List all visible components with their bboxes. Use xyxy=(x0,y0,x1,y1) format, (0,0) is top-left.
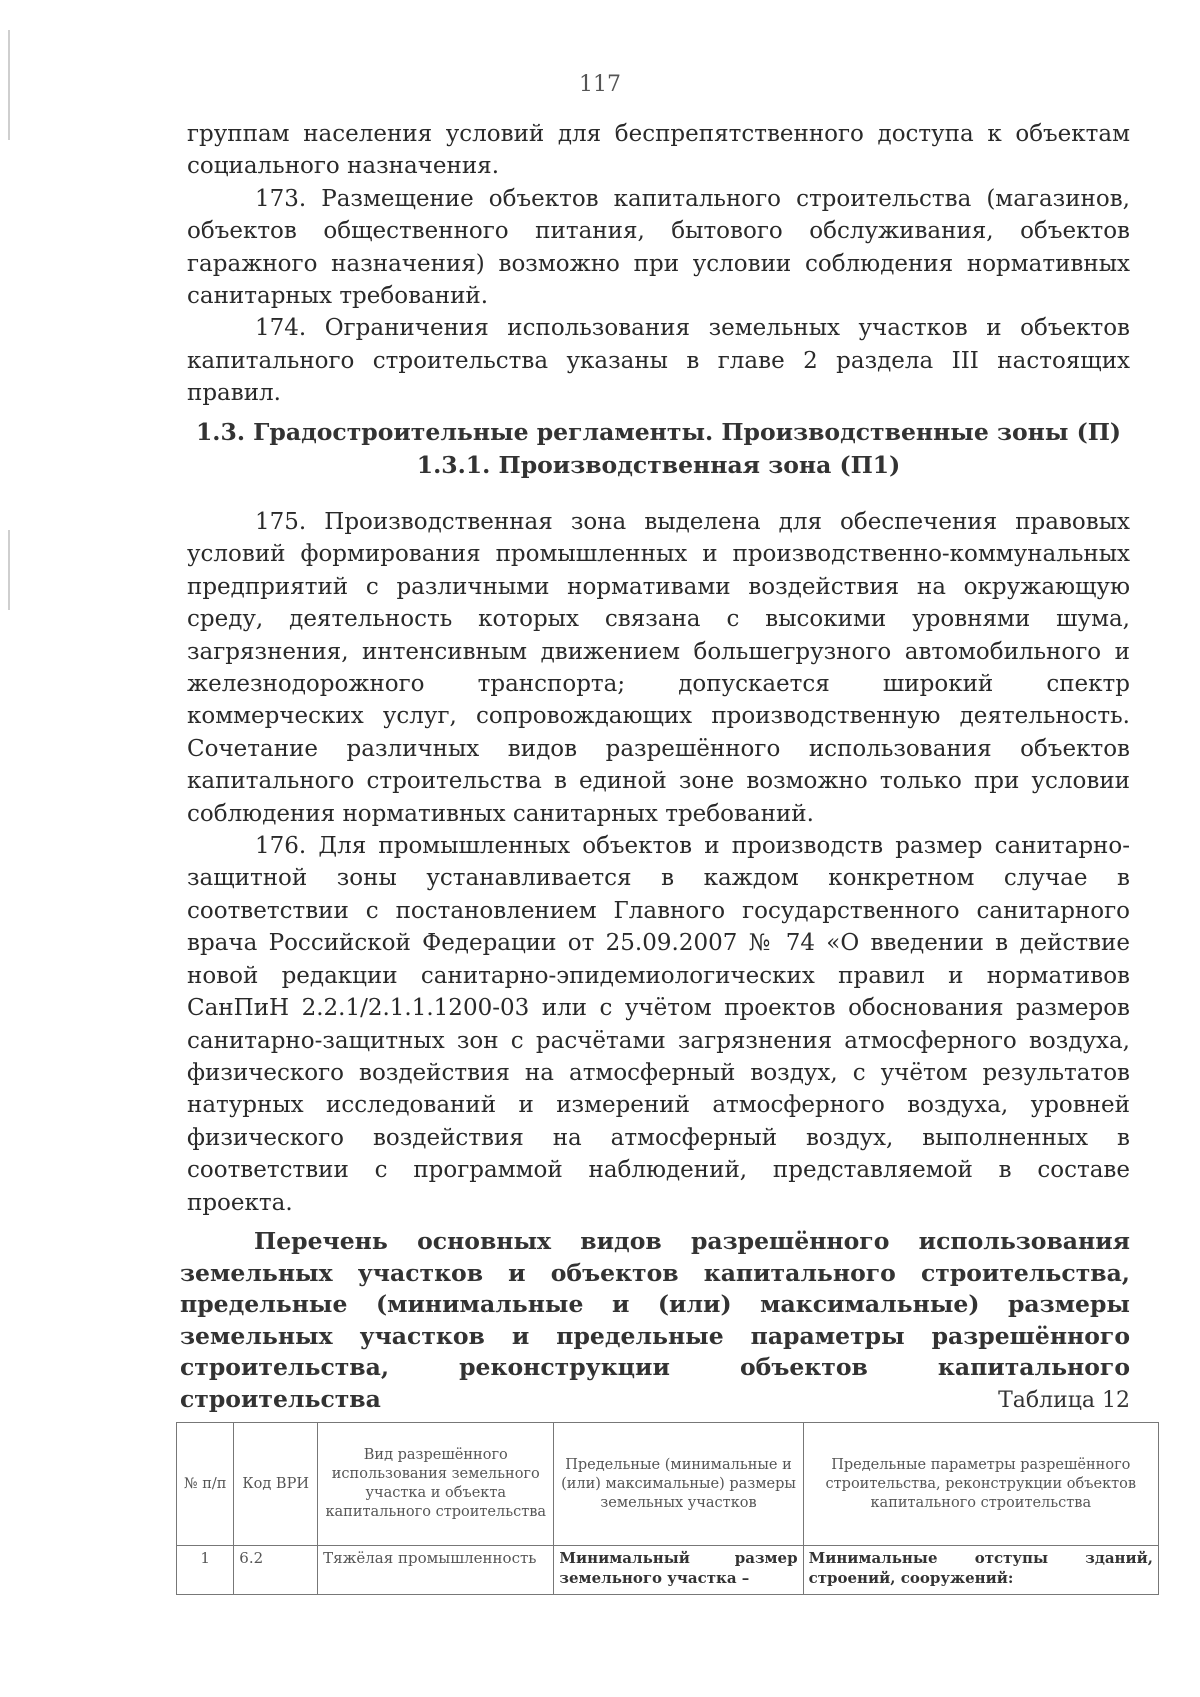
header-code: Код ВРИ xyxy=(234,1423,318,1546)
table-row xyxy=(177,1546,1159,1595)
paragraph-173: 173. Размещение объектов капитального строительства (магазинов, объектов общественного питания, бытового обслуживания, объектов гаражного назначения) возможно при условии соблюдения нормативных санитарных требований. xyxy=(187,185,1130,310)
cell-build-params: Минимальные отступы зданий, строений, сооружений: xyxy=(803,1546,1158,1595)
section-heading: 1.3. Градостроительные регламенты. Производственные зоны (П) xyxy=(195,418,1122,446)
cell-plot-size: Минимальный размер земельного участка – xyxy=(554,1546,803,1595)
paragraph: группам населения условий для беспрепятственного доступа к объектам социального назначения. xyxy=(187,121,1130,180)
paragraph-176: 176. Для промышленных объектов и производств размер санитарно-защитной зоны устанавливается в каждом конкретном случае в соответствии с постановлением Главного государственного санитарного врача Российской Федерации от 25.09.2007 № 74 «О введении в действие новой редакции санитарно-эпидемиологических правил и нормативов СанПиН 2.2.1/2.1.1.1200-03 или с учётом проектов обоснования размеров санитарно-защитных зон с расчётами загрязнения атмосферного воздуха, физического воздействия на атмосферный воздух, с учётом результатов натурных исследований и измерений атмосферного воздуха, уровней физического воздействия на атмосферный воздух, выполненных в соответствии с программой наблюдений, представляемой в составе проекта. xyxy=(187,833,1130,1216)
header-build-params: Предельные параметры разрешённого строительства, реконструкции объектов капитального строительства xyxy=(803,1423,1158,1546)
cell-number: 1 xyxy=(177,1546,234,1595)
subsection-heading: 1.3.1. Производственная зона (П1) xyxy=(416,451,901,479)
cell-code: 6.2 xyxy=(234,1546,318,1595)
paragraph-175: 175. Производственная зона выделена для обеспечения правовых условий формирования промышленных и производственно-коммунальных предприятий с различными нормативами воздействия на окружающую среду, деятельность которых связана с высокими уровнями шума, загрязнения, интенсивным движением большегрузного автомобильного и железнодорожного транспорта; допускается широкий спектр коммерческих услуг, сопровождающих производственную деятельность. Сочетание различных видов разрешённого использования объектов капитального строительства в единой зоне возможно только при условии соблюдения нормативных санитарных требований. xyxy=(187,509,1130,827)
top-paragraphs xyxy=(187,118,1130,410)
regulations-table xyxy=(176,1422,1159,1595)
list-heading xyxy=(180,1226,1130,1415)
header-number: № п/п xyxy=(177,1423,234,1546)
header-use-type: Вид разрешённого использования земельного участка и объекта капитального строительства xyxy=(318,1423,554,1546)
list-heading-text: Перечень основных видов разрешённого использования земельных участков и объектов капитального строительства, предельные (минимальные и (или) максимальные) размеры земельных участков и предельные параметры разрешённого строительства, реконструкции объектов капитального строительства xyxy=(180,1227,1130,1413)
paragraph-174: 174. Ограничения использования земельных участков и объектов капитального строительства указаны в главе 2 раздела III настоящих правил. xyxy=(187,315,1130,407)
scan-edge-mark xyxy=(8,530,10,610)
page-number: 117 xyxy=(579,72,621,97)
cell-use-type: Тяжёлая промышленность xyxy=(318,1546,554,1595)
header-plot-size: Предельные (минимальные и (или) максимальные) размеры земельных участков xyxy=(554,1423,803,1546)
table-caption: Таблица 12 xyxy=(998,1388,1130,1413)
table-header-row xyxy=(177,1423,1159,1546)
main-paragraphs xyxy=(187,506,1130,1219)
